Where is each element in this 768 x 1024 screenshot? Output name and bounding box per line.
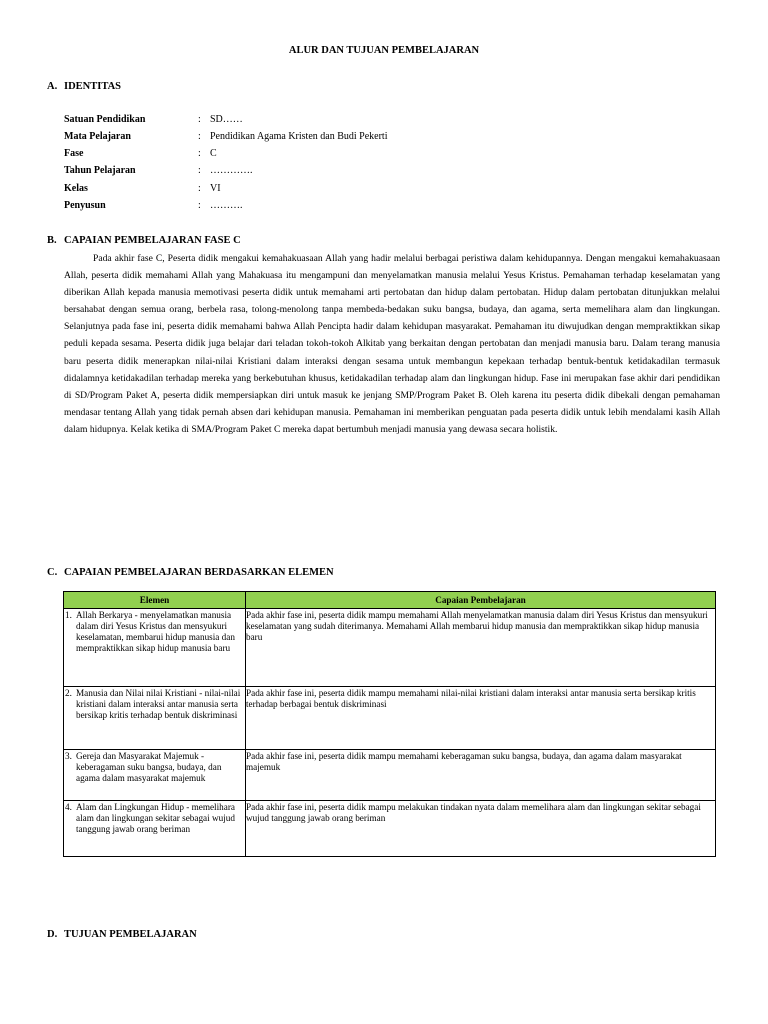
row-number: 4. xyxy=(65,802,72,812)
identity-colon: : xyxy=(198,114,201,125)
identity-value: C xyxy=(210,148,217,159)
identity-value: Pendidikan Agama Kristen dan Budi Pekerti xyxy=(210,131,388,142)
table-header-row xyxy=(64,592,716,609)
identity-colon: : xyxy=(198,183,201,194)
section-b-heading xyxy=(47,235,241,246)
identity-label: Penyusun xyxy=(64,200,106,211)
section-d-number: D. xyxy=(47,929,58,940)
capaian-cell: Pada akhir fase ini, peserta didik mampu memahami nilai-nilai kristiani dalam interaksi antar manusia serta bersikap kritis terhadap berbagai bentuk diskriminasi xyxy=(246,687,716,750)
identity-value: ………. xyxy=(210,200,243,211)
section-a-heading xyxy=(47,81,121,92)
table-row xyxy=(64,687,716,750)
elemen-cell xyxy=(64,609,246,687)
section-d-heading xyxy=(47,929,197,940)
section-d-title: TUJUAN PEMBELAJARAN xyxy=(64,929,197,940)
elemen-text: Gereja dan Masyarakat Majemuk - keberagaman suku bangsa, budaya, dan agama dalam masyarakat majemuk xyxy=(76,751,222,783)
identity-value: VI xyxy=(210,183,221,194)
capaian-cell: Pada akhir fase ini, peserta didik mampu memahami keberagaman suku bangsa, budaya, dan agama dalam masyarakat majemuk xyxy=(246,750,716,801)
section-c-heading xyxy=(47,567,334,578)
column-header-elemen: Elemen xyxy=(64,592,246,609)
section-c-title: CAPAIAN PEMBELAJARAN BERDASARKAN ELEMEN xyxy=(64,567,334,578)
identity-label: Satuan Pendidikan xyxy=(64,114,146,125)
identity-value: SD…… xyxy=(210,114,243,125)
capaian-fase-paragraph: Pada akhir fase C, Peserta didik mengakui kemahakuasaan Allah yang hadir melalui berbagai peristiwa dalam kehidupannya. Dengan mengakui kemahakuasaan Allah, peserta didik memahami Allah yang Mahakuasa itu mengampuni dan menyelamatkan manusia melalui Yesus Kristus. Pemahaman terhadap keselamatan yang diberikan Allah kepada manusia memotivasi peserta didik untuk memahami arti pertobatan dan hidup dalam pertobatan. Hidup dalam pertobatan ditunjukkan melalui bersahabat dengan semua orang, berbela rasa, tolong-menolong tanpa membeda-bedakan suku bangsa, budaya, dan agama, serta memelihara alam dan lingkungan. Selanjutnya pada fase ini, peserta didik memahami bahwa Allah Pencipta hadir dalam kehidupan masyarakat. Pemahaman itu diwujudkan dengan mempraktikkan sikap peduli kepada sesama. Peserta didik juga belajar dari teladan tokoh-tokoh Alkitab yang berkaitan dengan pertobatan dan menjadi manusia baru. Dalam terang manusia baru peserta didik menerapkan nilai-nilai Kristiani dalam interaksi dengan sesama untuk membangun kepekaan terhadap bentuk-bentuk ketidakadilan termasuk didalamnya ketidakadilan terhadap mereka yang berkebutuhan khusus, ketidakadilan terhadap alam dan lingkungan hidup. Fase ini merupakan fase akhir dari pendidikan di SD/Program Paket A, peserta didik mempersiapkan diri untuk masuk ke jenjang SMP/Program Paket B. Oleh karena itu peserta didik dibekali dengan pemahaman mendasar tentang Allah yang tidak pernah absen dari kehidupan manusia. Pemahaman ini memberikan penguatan pada peserta didik untuk lebih mendalami kasih Allah dalam hidupnya. Kelak ketika di SMA/Program Paket C mereka dapat bertumbuh menjadi manusia yang dewasa secara holistik. xyxy=(64,253,720,435)
row-number: 1. xyxy=(65,610,72,620)
table-row xyxy=(64,750,716,801)
elemen-cell xyxy=(64,750,246,801)
section-c-number: C. xyxy=(47,567,58,578)
table-row xyxy=(64,801,716,857)
identity-colon: : xyxy=(198,148,201,159)
capaian-cell: Pada akhir fase ini, peserta didik mampu memahami Allah menyelamatkan manusia dalam diri Yesus Kristus dan mensyukuri keselamatan yang sudah diterimanya. Memahami Allah membarui hidup manusia dan mempraktikkan sikap hidup manusia baru xyxy=(246,609,716,687)
identity-label: Tahun Pelajaran xyxy=(64,165,136,176)
elemen-cell xyxy=(64,687,246,750)
identity-value: …………. xyxy=(210,165,253,176)
document-title: ALUR DAN TUJUAN PEMBELAJARAN xyxy=(288,45,480,56)
identity-label: Fase xyxy=(64,148,84,159)
identity-colon: : xyxy=(198,131,201,142)
elemen-text: Manusia dan Nilai nilai Kristiani - nilai-nilai kristiani dalam interaksi antar manusia serta bersikap kritis terhadap bentuk diskriminasi xyxy=(76,688,241,720)
section-a-title: IDENTITAS xyxy=(64,81,121,92)
row-number: 3. xyxy=(65,751,72,761)
section-b-number: B. xyxy=(47,235,57,246)
identity-colon: : xyxy=(198,165,201,176)
elemen-text: Allah Berkarya - menyelamatkan manusia dalam diri Yesus Kristus dan mensyukuri keselamatan, membarui hidup manusia dan mempraktikkan sikap hidup manusia baru xyxy=(76,610,235,653)
elemen-text: Alam dan Lingkungan Hidup - memelihara alam dan lingkungan sekitar sebagai wujud tanggung jawab orang beriman xyxy=(76,802,235,834)
table-row xyxy=(64,609,716,687)
section-b-title: CAPAIAN PEMBELAJARAN FASE C xyxy=(64,235,241,246)
capaian-cell: Pada akhir fase ini, peserta didik mampu melakukan tindakan nyata dalam memelihara alam dan lingkungan sekitar sebagai wujud tanggung jawab orang beriman xyxy=(246,801,716,857)
row-number: 2. xyxy=(65,688,72,698)
identity-label: Mata Pelajaran xyxy=(64,131,131,142)
identity-label: Kelas xyxy=(64,183,88,194)
elemen-cell xyxy=(64,801,246,857)
column-header-capaian: Capaian Pembelajaran xyxy=(246,592,716,609)
identity-colon: : xyxy=(198,200,201,211)
elemen-table xyxy=(63,591,716,857)
section-a-number: A. xyxy=(47,81,58,92)
